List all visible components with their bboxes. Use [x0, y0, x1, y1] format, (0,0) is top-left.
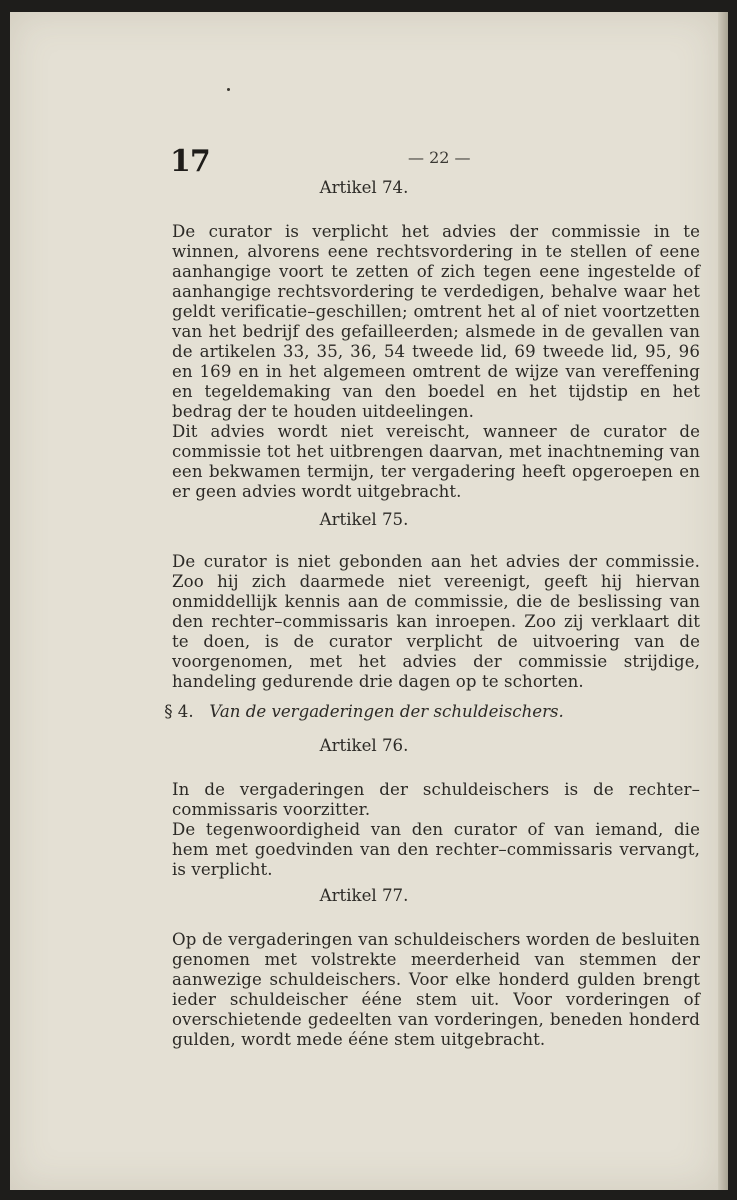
article-75-title: Artikel 75. [319, 510, 409, 529]
article-76-title: Artikel 76. [319, 736, 409, 755]
page-number: — 22 — [408, 148, 471, 167]
speck [227, 88, 230, 91]
book-page [10, 12, 718, 1190]
article-77-title: Artikel 77. [319, 886, 409, 905]
article-74-paragraph-1: De curator is verplicht het advies der commissie in te winnen, alvorens eene rechtsvordering in te stellen of eene aanhangige voort te zetten of zich tegen eene ingestelde of aanhangige rechtsvordering te verdedigen, behalve waar het geldt verificatie–geschillen; omtrent het al of niet voortzetten van het bedrijf des gefailleerden; alsmede in de gevallen van de artikelen 33, 35, 36, 54 tweede lid, 69 tweede lid, 95, 96 en 169 en in het algemeen omtrent de wijze van vereffening en tegeldemaking van den boedel en het tijdstip en het bedrag der te houden uitdeelingen. [172, 222, 700, 421]
article-75-paragraph-1: De curator is niet gebonden aan het advies der commissie. Zoo hij zich daarmede niet vereenigt, geeft hij hiervan onmiddellijk kennis aan de commissie, die de beslissing van den rechter–commissaris kan inroepen. Zoo zij verklaart dit te doen, is de curator verplicht de uitvoering van de voorgenomen, met het advies der commissie strijdige, handeling gedurende drie dagen op te schorten. [172, 552, 700, 691]
article-77-paragraph-1: Op de vergaderingen van schuldeischers worden de besluiten genomen met volstrekte meerderheid van stemmen der aanwezige schuldeischers. Voor elke honderd gulden brengt ieder schuldeischer ééne stem uit. Voor vorderingen of overschietende gedeelten van vorderingen, beneden honderd gulden, wordt mede ééne stem uitgebracht. [172, 930, 700, 1049]
page-edge [718, 12, 728, 1190]
article-77-body [172, 930, 700, 1050]
article-75-body [172, 552, 700, 692]
article-76-paragraph-2: De tegenwoordigheid van den curator of van iemand, die hem met goedvinden van den rechter–commissaris vervangt, is verplicht. [172, 820, 700, 879]
article-76-paragraph-1: In de vergaderingen der schuldeischers is de rechter–commissaris voorzitter. [172, 780, 700, 819]
left-number: 17 [170, 144, 210, 179]
article-74-paragraph-2: Dit advies wordt niet vereischt, wanneer de curator de commissie tot het uitbrengen daarvan, met inachtneming van een bekwamen termijn, ter vergadering heeft opgeroepen en er geen advies wordt uitgebracht. [172, 422, 700, 501]
article-74-title: Artikel 74. [319, 178, 409, 197]
section-title: Van de vergaderingen der schuldeischers. [209, 702, 564, 721]
article-74-body [172, 222, 700, 502]
section-symbol: § 4. [164, 702, 194, 721]
section-heading [10, 702, 718, 721]
article-76-body [172, 780, 700, 880]
